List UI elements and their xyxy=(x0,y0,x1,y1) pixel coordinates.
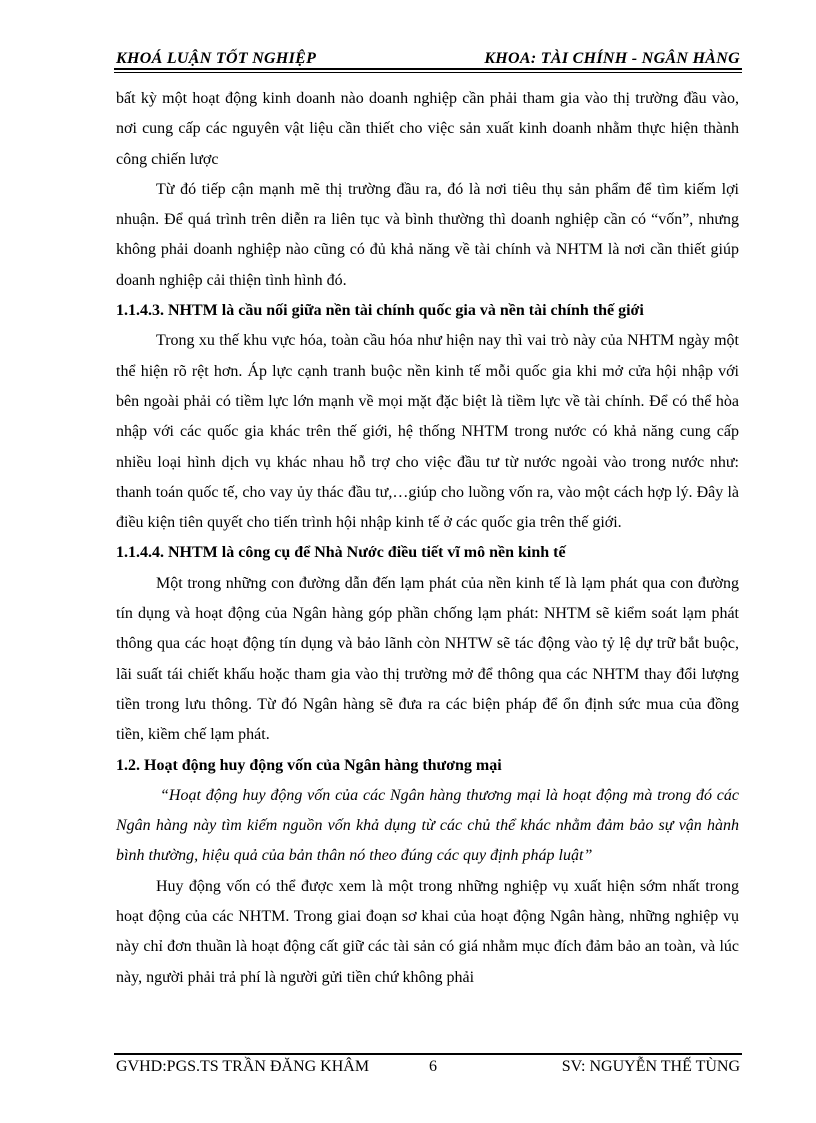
footer-student: SV: NGUYỄN THẾ TÙNG xyxy=(561,1058,740,1075)
paragraph-2: Từ đó tiếp cận mạnh mẽ thị trường đầu ra, đó là nơi tiêu thụ sản phẩm để tìm kiếm lợi nhuận. Để quá trình trên diễn ra liên tục và bình thường thì doanh nghiệp cần có “vốn”, nhưng không phải doanh nghiệp nào cũng có đủ khả năng về tài chính và NHTM là nơi cần thiết giúp doanh nghiệp cải thiện tình hình đó. xyxy=(116,180,739,289)
paragraph-4: Một trong những con đường dẫn đến lạm phát của nền kinh tế là lạm phát qua con đường tín dụng và hoạt động của Ngân hàng góp phần chống lạm phát: NHTM sẽ kiểm soát lạm phát thông qua các hoạt động tín dụng và bảo lãnh còn NHTW sẽ tác động vào tỷ lệ dự trữ bắt buộc, lãi suất tái chiết khấu hoặc tham gia vào thị trường mở để thông qua các NHTM thay đổi lượng tiền trong lưu thông. Từ đó Ngân hàng sẽ đưa ra các biện pháp để ổn định sức mua của đồng tiền, kiềm chế lạm phát. xyxy=(116,574,739,744)
footer-advisor: GVHD:PGS.TS TRẦN ĐĂNG KHÂM xyxy=(116,1058,370,1075)
document-body xyxy=(116,84,739,993)
section-heading-1-1-4-4: 1.1.4.4. NHTM là công cụ để Nhà Nước điều tiết vĩ mô nền kinh tế xyxy=(116,544,566,562)
section-heading-1-1-4-3: 1.1.4.3. NHTM là cầu nối giữa nền tài chính quốc gia và nền tài chính thế giới xyxy=(116,302,644,320)
paragraph-5: Huy động vốn có thể được xem là một trong những nghiệp vụ xuất hiện sớm nhất trong hoạt động của các NHTM. Trong giai đoạn sơ khai của hoạt động Ngân hàng, những nghiệp vụ này chỉ đơn thuần là hoạt động cất giữ các tài sản có giá nhằm mục đích đảm bảo an toàn, và lúc này, người phải trả phí là người gửi tiền chứ không phải xyxy=(116,877,739,986)
header-left: KHOÁ LUẬN TỐT NGHIỆP xyxy=(116,50,317,67)
header-rule xyxy=(114,68,742,70)
paragraph-1: bất kỳ một hoạt động kinh doanh nào doanh nghiệp cần phải tham gia vào thị trường đầu vào, nơi cung cấp các nguyên vật liệu cần thiết cho việc sản xuất kinh doanh nhằm thực hiện thành công chiến lược xyxy=(116,90,739,168)
page-number: 6 xyxy=(429,1058,437,1075)
header-rule-thin xyxy=(114,72,742,73)
header-right: KHOA: TÀI CHÍNH - NGÂN HÀNG xyxy=(484,50,740,67)
paragraph-3: Trong xu thế khu vực hóa, toàn cầu hóa như hiện nay thì vai trò này của NHTM ngày một thể hiện rõ rệt hơn. Áp lực cạnh tranh buộc nền kinh tế mỗi quốc gia khi mở cửa hội nhập với bên ngoài phải có tiềm lực lớn mạnh về mọi mặt đặc biệt là tiềm lực về tài chính. Để có thể hòa nhập với các quốc gia khác trên thế giới, hệ thống NHTM trong nước có khả năng cung cấp nhiều loại hình dịch vụ khác nhau hỗ trợ cho việc đầu tư từ nước ngoài vào trong nước như: thanh toán quốc tế, cho vay ủy thác đầu tư,…giúp cho luồng vốn ra, vào một cách hợp lý. Đây là điều kiện tiên quyết cho tiến trình hội nhập kinh tế ở các quốc gia trên thế giới. xyxy=(116,332,739,532)
page-header xyxy=(116,44,740,68)
footer-rule xyxy=(114,1053,742,1055)
section-heading-1-2: 1.2. Hoạt động huy động vốn của Ngân hàng thương mại xyxy=(116,756,502,774)
definition-quote: “Hoạt động huy động vốn của các Ngân hàng thương mại là hoạt động mà trong đó các Ngân hàng này tìm kiếm nguồn vốn khả dụng từ các chủ thể khác nhằm đảm bảo sự vận hành bình thường, hiệu quả của bản thân nó theo đúng các quy định pháp luật” xyxy=(116,786,739,865)
